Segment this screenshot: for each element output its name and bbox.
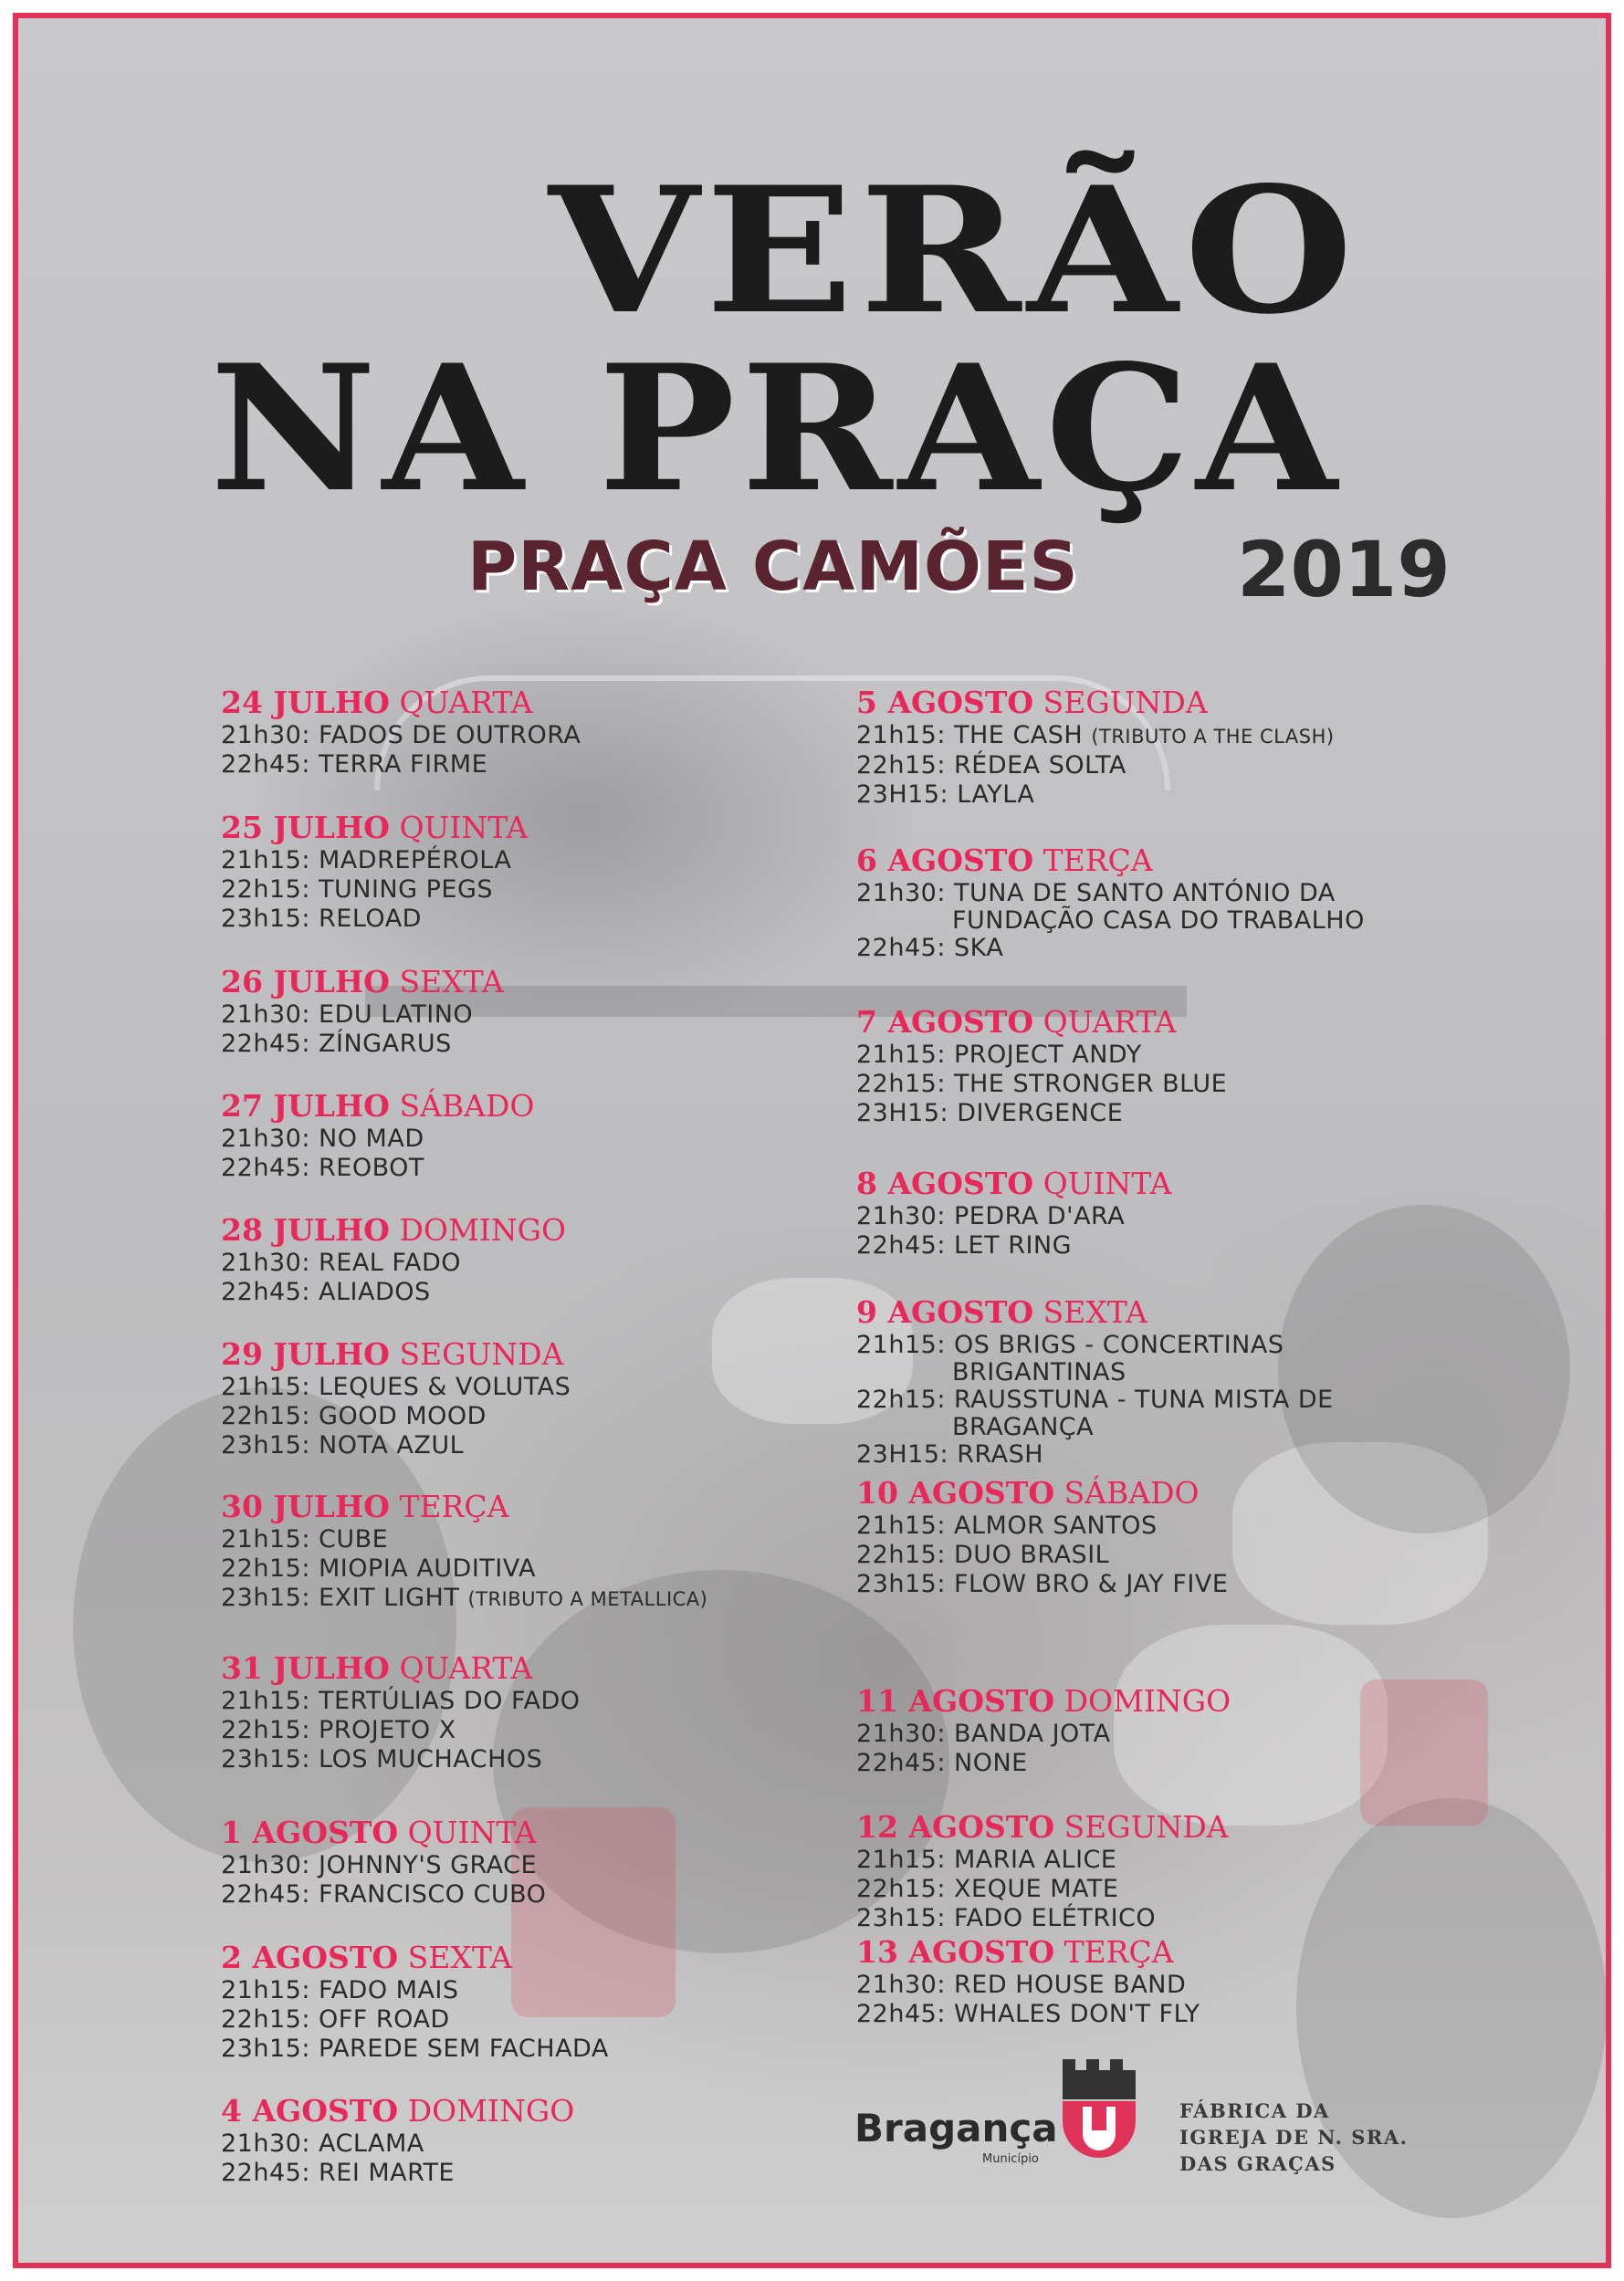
day-date: 30 JULHO [221,1489,390,1524]
act-note: (TRIBUTO A THE CLASH) [1091,726,1335,748]
act-time: 21h30 [856,879,938,907]
day-weekday: QUINTA [1043,1166,1172,1201]
act-time: 23H15 [856,1440,940,1469]
act-time: 23h15 [221,905,302,933]
act-name: THE CASH [954,721,1084,749]
act-name: TERTÚLIAS DO FADO [319,1687,581,1715]
day-heading [856,1475,1228,1512]
act-row: 21h30: NO MAD [221,1125,424,1153]
act-name: REI MARTE [319,2159,455,2187]
title-line-1: VERÃO [548,149,1359,352]
day-heading [856,1294,1334,1331]
act-name: JOHNNY'S GRACE [319,1851,538,1879]
day-date: 6 AGOSTO [856,842,1034,878]
act-row: 22h15: TUNING PEGS [221,875,494,904]
day-weekday: SEXTA [1043,1294,1147,1330]
act-name: SKA [954,934,1004,962]
day-date: 26 JULHO [221,964,390,999]
act-time: 22h45 [221,750,302,779]
act-name: ZÍNGARUS [319,1030,452,1058]
act-row: 22h15: RAUSSTUNA - TUNA MISTA DE BRAGANÇA [856,1386,1334,1441]
act-row: 21h30: PEDRA D'ARA [856,1202,1126,1230]
act-time: 21h30 [221,1851,302,1879]
act-row: 22h15: XEQUE MATE [856,1875,1119,1903]
act-name-continued: FUNDAÇÃO CASA DO TRABALHO [952,906,1365,935]
act-name: MIOPIA AUDITIVA [319,1554,536,1583]
day-block [221,1212,566,1307]
act-time: 22h45 [856,1749,938,1777]
act-time: 22h15 [856,1875,938,1903]
day-heading [856,1166,1171,1202]
act-name: PROJECT ANDY [954,1041,1142,1069]
act-row: 21h30: JOHNNY'S GRACE [221,1851,538,1879]
act-name: EDU LATINO [319,1000,474,1029]
day-heading [856,1683,1231,1720]
act-name: DUO BRASIL [954,1541,1110,1569]
act-time: 23h15 [856,1570,938,1598]
day-heading [221,1212,566,1249]
day-date: 12 AGOSTO [856,1809,1055,1845]
day-heading [856,685,1335,721]
day-weekday: QUARTA [399,685,533,720]
act-name: OFF ROAD [319,2005,450,2034]
act-time: 21h15 [221,1373,302,1401]
act-time: 23H15 [856,1099,940,1127]
act-time: 21h15 [221,1525,302,1554]
act-name-continued: BRAGANÇA [952,1413,1095,1441]
day-date: 2 AGOSTO [221,1940,399,1975]
act-row: 21h30: ACLAMA [221,2129,424,2158]
act-name: TUNING PEGS [319,875,494,904]
day-block [221,1336,571,1460]
act-row: 22h45: FRANCISCO CUBO [221,1880,547,1909]
act-row: 22h15: MIOPIA AUDITIVA [221,1554,536,1583]
act-row: 22h15: DUO BRASIL [856,1541,1110,1569]
act-name: FADO ELÉTRICO [954,1904,1157,1932]
act-name: RÉDEA SOLTA [954,751,1126,780]
day-heading [856,842,1365,879]
day-block [221,1650,581,1774]
act-time: 21h15 [856,1041,938,1069]
act-row: 22h15: PROJETO X [221,1716,456,1744]
act-name: FADO MAIS [319,1976,459,2004]
partner-line: FÁBRICA DA [1179,2099,1330,2122]
act-name: GOOD MOOD [319,1402,487,1430]
act-row: 23H15: DIVERGENCE [856,1099,1124,1127]
act-row: 21h15: ALMOR SANTOS [856,1512,1158,1540]
day-weekday: SÁBADO [1063,1475,1200,1511]
day-weekday: QUARTA [1043,1004,1177,1040]
logo-name: Bragança [854,2106,1058,2150]
day-heading [221,1940,609,1976]
act-time: 21h30 [856,1202,938,1230]
act-row: 23h15: FADO ELÉTRICO [856,1904,1157,1932]
act-time: 22h15 [221,1716,302,1744]
castle-shield-icon [1055,2056,1143,2158]
act-time: 22h45 [856,1231,938,1260]
day-date: 7 AGOSTO [856,1004,1034,1040]
act-name: MADREPÉROLA [319,846,512,874]
act-name: PEDRA D'ARA [954,1202,1126,1230]
day-weekday: TERÇA [1043,842,1153,878]
day-block [221,1489,707,1614]
day-block [856,685,1335,810]
act-name: REAL FADO [319,1249,461,1277]
act-name: LAYLA [957,780,1035,809]
day-date: 4 AGOSTO [221,2093,399,2129]
venue-subtitle: PRAÇA CAMÕES [467,528,1079,606]
act-row: 21h30: FADOS DE OUTRORA [221,721,581,749]
act-name: LET RING [954,1231,1073,1260]
act-row: 22h45: SKA [856,934,1004,962]
act-row: 23h15: NOTA AZUL [221,1431,465,1460]
act-name: NOTA AZUL [319,1431,465,1460]
act-time: 21h15 [221,1687,302,1715]
act-name: FLOW BRO & JAY FIVE [954,1570,1229,1598]
day-block [856,1809,1229,1933]
act-row: 22h45: REI MARTE [221,2159,455,2187]
act-name: FRANCISCO CUBO [319,1880,547,1909]
day-block [856,1166,1171,1261]
day-heading [221,1088,534,1125]
act-name: NONE [954,1749,1028,1777]
act-time: 21h15 [856,721,938,749]
day-date: 8 AGOSTO [856,1166,1034,1201]
act-name: ACLAMA [319,2129,424,2158]
day-block [856,1683,1231,1778]
day-block [221,810,528,934]
act-row: 21h30: BANDA JOTA [856,1720,1111,1748]
day-heading [856,1934,1200,1971]
act-row: 22h15: RÉDEA SOLTA [856,751,1126,780]
act-row: 22h45: TERRA FIRME [221,750,488,779]
day-date: 11 AGOSTO [856,1683,1055,1719]
act-time: 21h30 [856,1720,938,1748]
act-row: 22h45: NONE [856,1749,1028,1777]
act-time: 22h15 [221,875,302,904]
act-name: RED HOUSE BAND [954,1971,1187,1999]
day-weekday: QUINTA [399,810,529,845]
day-weekday: DOMINGO [1063,1683,1231,1719]
day-date: 10 AGOSTO [856,1475,1055,1511]
act-name-continued: BRIGANTINAS [952,1358,1126,1386]
day-block [856,842,1365,963]
act-row: 22h45: ALIADOS [221,1278,431,1306]
act-name: RAUSSTUNA - TUNA MISTA DE [954,1386,1334,1414]
act-time: 22h45 [221,1278,302,1306]
act-name: XEQUE MATE [954,1875,1119,1903]
act-time: 22h15 [856,751,938,780]
table-shape [1232,1442,1488,1625]
year-label: 2019 [1237,525,1451,614]
day-weekday: TERÇA [399,1489,509,1524]
day-block [221,1940,609,2064]
day-weekday: SEXTA [407,1940,512,1975]
act-name: MARIA ALICE [954,1846,1117,1874]
act-time: 23h15 [221,1584,302,1612]
day-heading [221,2093,574,2129]
day-block [856,1934,1200,2029]
braganca-logo [854,2056,1147,2166]
day-block [221,1088,534,1183]
day-date: 24 JULHO [221,685,390,720]
act-time: 23h15 [221,2035,302,2063]
act-row: 21h15: CUBE [221,1525,389,1554]
act-name: PAREDE SEM FACHADA [319,2035,609,2063]
day-weekday: TERÇA [1063,1934,1174,1970]
act-name: TERRA FIRME [319,750,488,779]
act-row: 21h15: LEQUES & VOLUTAS [221,1373,571,1401]
day-weekday: DOMINGO [399,1212,567,1248]
act-row: 21h15: MARIA ALICE [856,1846,1117,1874]
day-date: 31 JULHO [221,1650,390,1686]
act-time: 21h30 [856,1971,938,1999]
act-row: 21h15: MADREPÉROLA [221,846,512,874]
act-row: 23h15: PAREDE SEM FACHADA [221,2035,609,2063]
act-name: ALIADOS [319,1278,431,1306]
act-row: 23h15: FLOW BRO & JAY FIVE [856,1570,1229,1598]
day-date: 25 JULHO [221,810,390,845]
act-name: REOBOT [319,1154,424,1182]
partner-line: DAS GRAÇAS [1179,2152,1336,2175]
act-time: 22h15 [221,1554,302,1583]
day-weekday: QUARTA [399,1650,533,1686]
day-heading [221,1815,546,1851]
partner-line: IGREJA DE N. SRA. [1179,2126,1409,2149]
act-time: 23h15 [856,1904,938,1932]
day-date: 5 AGOSTO [856,685,1034,720]
act-row: 23H15: RRASH [856,1440,1044,1469]
day-date: 9 AGOSTO [856,1294,1034,1330]
act-time: 21h30 [221,1125,302,1153]
act-time: 22h45 [221,1030,302,1058]
act-name: ALMOR SANTOS [954,1512,1158,1540]
poster-background [13,13,1611,2268]
day-block [221,964,504,1059]
day-weekday: SÁBADO [399,1088,535,1124]
partner-name [1179,2098,1408,2177]
day-date: 27 JULHO [221,1088,390,1124]
day-heading [221,1336,571,1373]
day-weekday: SEGUNDA [1043,685,1208,720]
act-time: 22h15 [221,2005,302,2034]
day-block [221,685,581,780]
act-time: 22h45 [221,1154,302,1182]
act-name: DIVERGENCE [957,1099,1124,1127]
act-row: 22h45: REOBOT [221,1154,424,1182]
act-time: 23H15 [856,780,940,809]
act-row: 21h30: RED HOUSE BAND [856,1971,1187,1999]
act-name: LOS MUCHACHOS [319,1745,543,1774]
act-row: 23h15: LOS MUCHACHOS [221,1745,543,1774]
act-row: 22h45: LET RING [856,1231,1073,1260]
act-time: 22h45 [856,934,938,962]
act-name: PROJETO X [319,1716,456,1744]
day-weekday: SEGUNDA [1063,1809,1229,1845]
day-weekday: QUINTA [407,1815,537,1850]
day-weekday: DOMINGO [407,2093,575,2129]
act-time: 22h45 [221,2159,302,2187]
act-name: THE STRONGER BLUE [954,1070,1228,1098]
logo-subtitle: Município [982,2152,1039,2166]
chair-shape [1360,1679,1488,1826]
act-name: OS BRIGS - CONCERTINAS [954,1331,1284,1359]
day-block [221,1815,546,1910]
act-name: RRASH [957,1440,1044,1469]
day-heading [856,1809,1229,1846]
day-weekday: SEGUNDA [399,1336,564,1372]
act-row: 21h15: THE CASH (TRIBUTO A THE CLASH) [856,721,1335,749]
act-time: 21h30 [221,1249,302,1277]
act-time: 23h15 [221,1431,302,1460]
day-heading [221,964,504,1000]
day-weekday: SEXTA [399,964,504,999]
day-heading [856,1004,1227,1041]
act-time: 22h45 [856,2000,938,2028]
act-time: 21h30 [221,1000,302,1029]
act-time: 21h30 [221,721,302,749]
act-name: FADOS DE OUTRORA [319,721,581,749]
act-time: 21h30 [221,2129,302,2158]
day-block [856,1294,1334,1470]
act-row: 21h15: FADO MAIS [221,1976,459,2004]
act-row: 22h45: WHALES DON'T FLY [856,2000,1200,2028]
act-time: 21h15 [221,846,302,874]
act-row: 23H15: LAYLA [856,780,1035,809]
title-line-2: NA PRAÇA [210,327,1344,530]
act-name: NO MAD [319,1125,424,1153]
act-row: 21h15: PROJECT ANDY [856,1041,1142,1069]
day-heading [221,685,581,721]
act-time: 21h15 [221,1976,302,2004]
act-name: TUNA DE SANTO ANTÓNIO DA [954,879,1336,907]
act-row: 22h15: OFF ROAD [221,2005,450,2034]
act-time: 22h15 [856,1386,938,1414]
day-block [856,1475,1228,1599]
day-date: 13 AGOSTO [856,1934,1055,1970]
act-name: EXIT LIGHT [319,1584,460,1612]
act-row: 21h30: REAL FADO [221,1249,461,1277]
act-row: 22h45: ZÍNGARUS [221,1030,452,1058]
act-time: 23h15 [221,1745,302,1774]
act-name: RELOAD [319,905,422,933]
act-row: 21h15: TERTÚLIAS DO FADO [221,1687,581,1715]
act-time: 21h15 [856,1331,938,1359]
day-date: 28 JULHO [221,1212,390,1248]
day-block [221,2093,574,2188]
act-row: 21h15: OS BRIGS - CONCERTINAS BRIGANTINAS [856,1331,1334,1386]
act-note: (TRIBUTO A METALLICA) [467,1588,708,1610]
act-time: 22h15 [856,1541,938,1569]
act-time: 21h15 [856,1512,938,1540]
act-row: 22h15: THE STRONGER BLUE [856,1070,1228,1098]
day-heading [221,1650,581,1687]
day-date: 29 JULHO [221,1336,390,1372]
day-heading [221,1489,707,1525]
act-time: 22h45 [221,1880,302,1909]
act-row: 22h15: GOOD MOOD [221,1402,487,1430]
day-heading [221,810,528,846]
act-row: 21h30: EDU LATINO [221,1000,474,1029]
act-time: 22h15 [221,1402,302,1430]
act-row: 23h15: RELOAD [221,905,422,933]
act-row: 21h30: TUNA DE SANTO ANTÓNIO DA FUNDAÇÃO CASA DO TRABALHO [856,879,1365,935]
act-name: BANDA JOTA [954,1720,1111,1748]
act-name: CUBE [319,1525,389,1554]
act-row: 23h15: EXIT LIGHT (TRIBUTO A METALLICA) [221,1584,708,1612]
day-date: 1 AGOSTO [221,1815,399,1850]
day-block [856,1004,1227,1128]
act-name: LEQUES & VOLUTAS [319,1373,571,1401]
act-time: 22h15 [856,1070,938,1098]
act-time: 21h15 [856,1846,938,1874]
act-name: WHALES DON'T FLY [954,2000,1200,2028]
